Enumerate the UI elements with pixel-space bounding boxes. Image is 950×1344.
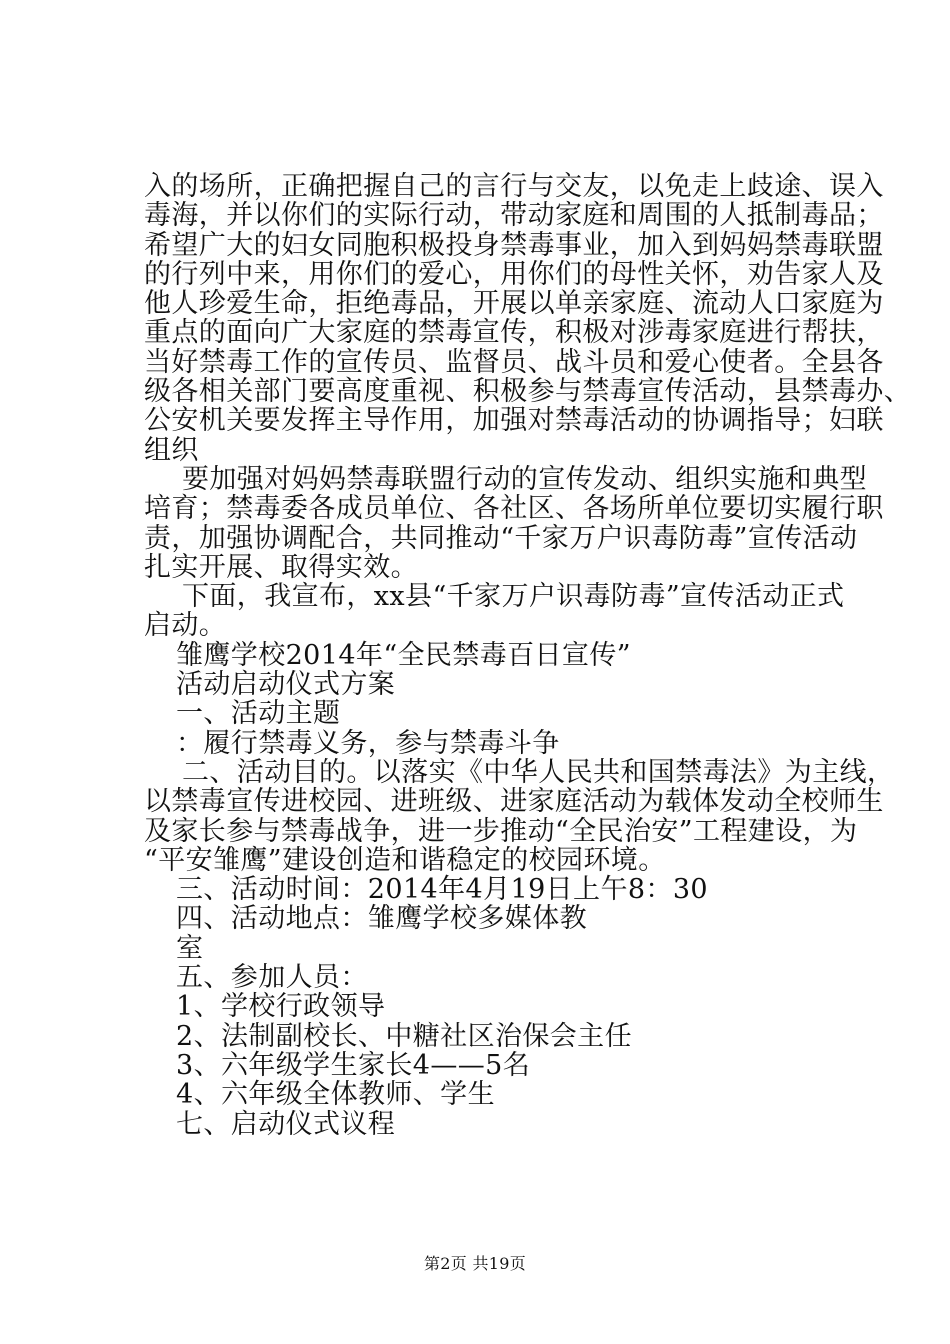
text-line: 培育；禁毒委各成员单位、各社区、各场所单位要切实履行职 [144,493,884,525]
text-line: 要加强对妈妈禁毒联盟行动的宣传发动、组织实施和典型 [182,463,867,495]
text-line: 4、六年级全体教师、学生 [176,1079,495,1111]
text-line: 活动启动仪式方案 [176,669,396,701]
text-line: 3、六年级学生家长4——5名 [176,1049,531,1081]
text-line: 毒海，并以你们的实际行动，带动家庭和周围的人抵制毒品； [144,200,884,232]
text-line: 扎实开展、取得实效。 [144,551,418,583]
text-line: 三、活动时间：2014年4月19日上午8：30 [176,874,708,906]
text-line: 室 [176,932,204,964]
text-line: 级各相关部门要高度重视、积极参与禁毒宣传活动，县禁毒办、 [144,376,912,408]
text-line: 责，加强协调配合，共同推动“千家万户识毒防毒”宣传活动 [144,522,858,554]
text-line: ：履行禁毒义务，参与禁毒斗争 [176,727,560,759]
text-line: 他人珍爱生命，拒绝毒品，开展以单亲家庭、流动人口家庭为 [144,288,884,320]
text-line: 五、参加人员： [176,962,368,994]
text-line: 当好禁毒工作的宣传员、监督员、战斗员和爱心使者。全县各 [144,346,884,378]
text-line: 2、法制副校长、中糖社区治保会主任 [176,1020,632,1052]
text-line: 1、学校行政领导 [176,991,386,1023]
text-line: “平安雏鹰”建设创造和谐稳定的校园环境。 [144,844,666,876]
text-line: 一、活动主题 [176,698,341,730]
document-body [144,171,912,1140]
text-line: 四、活动地点：雏鹰学校多媒体教 [176,903,587,935]
text-line: 的行列中来，用你们的爱心，用你们的母性关怀，劝告家人及 [144,258,884,290]
text-line: 雏鹰学校2014年“全民禁毒百日宣传” [176,639,631,671]
text-line: 七、启动仪式议程 [176,1108,396,1140]
page-footer: 第2页 共19页 [423,1254,527,1273]
text-line: 希望广大的妇女同胞积极投身禁毒事业，加入到妈妈禁毒联盟 [144,229,884,261]
text-line: 下面，我宣布，xx县“千家万户识毒防毒”宣传活动正式 [182,581,845,613]
text-line: 二、活动目的。以落实《中华人民共和国禁毒法》为主线， [182,756,895,788]
text-line: 入的场所，正确把握自己的言行与交友，以免走上歧途、误入 [144,171,884,202]
text-line: 公安机关要发挥主导作用，加强对禁毒活动的协调指导；妇联 [144,405,884,437]
text-line: 启动。 [144,610,227,642]
text-line: 及家长参与禁毒战争，进一步推动“全民治安”工程建设，为 [144,815,858,847]
text-line: 以禁毒宣传进校园、进班级、进家庭活动为载体发动全校师生 [144,786,884,818]
text-line: 组织 [144,434,199,466]
text-line: 重点的面向广大家庭的禁毒宣传，积极对涉毒家庭进行帮扶， [144,317,884,349]
